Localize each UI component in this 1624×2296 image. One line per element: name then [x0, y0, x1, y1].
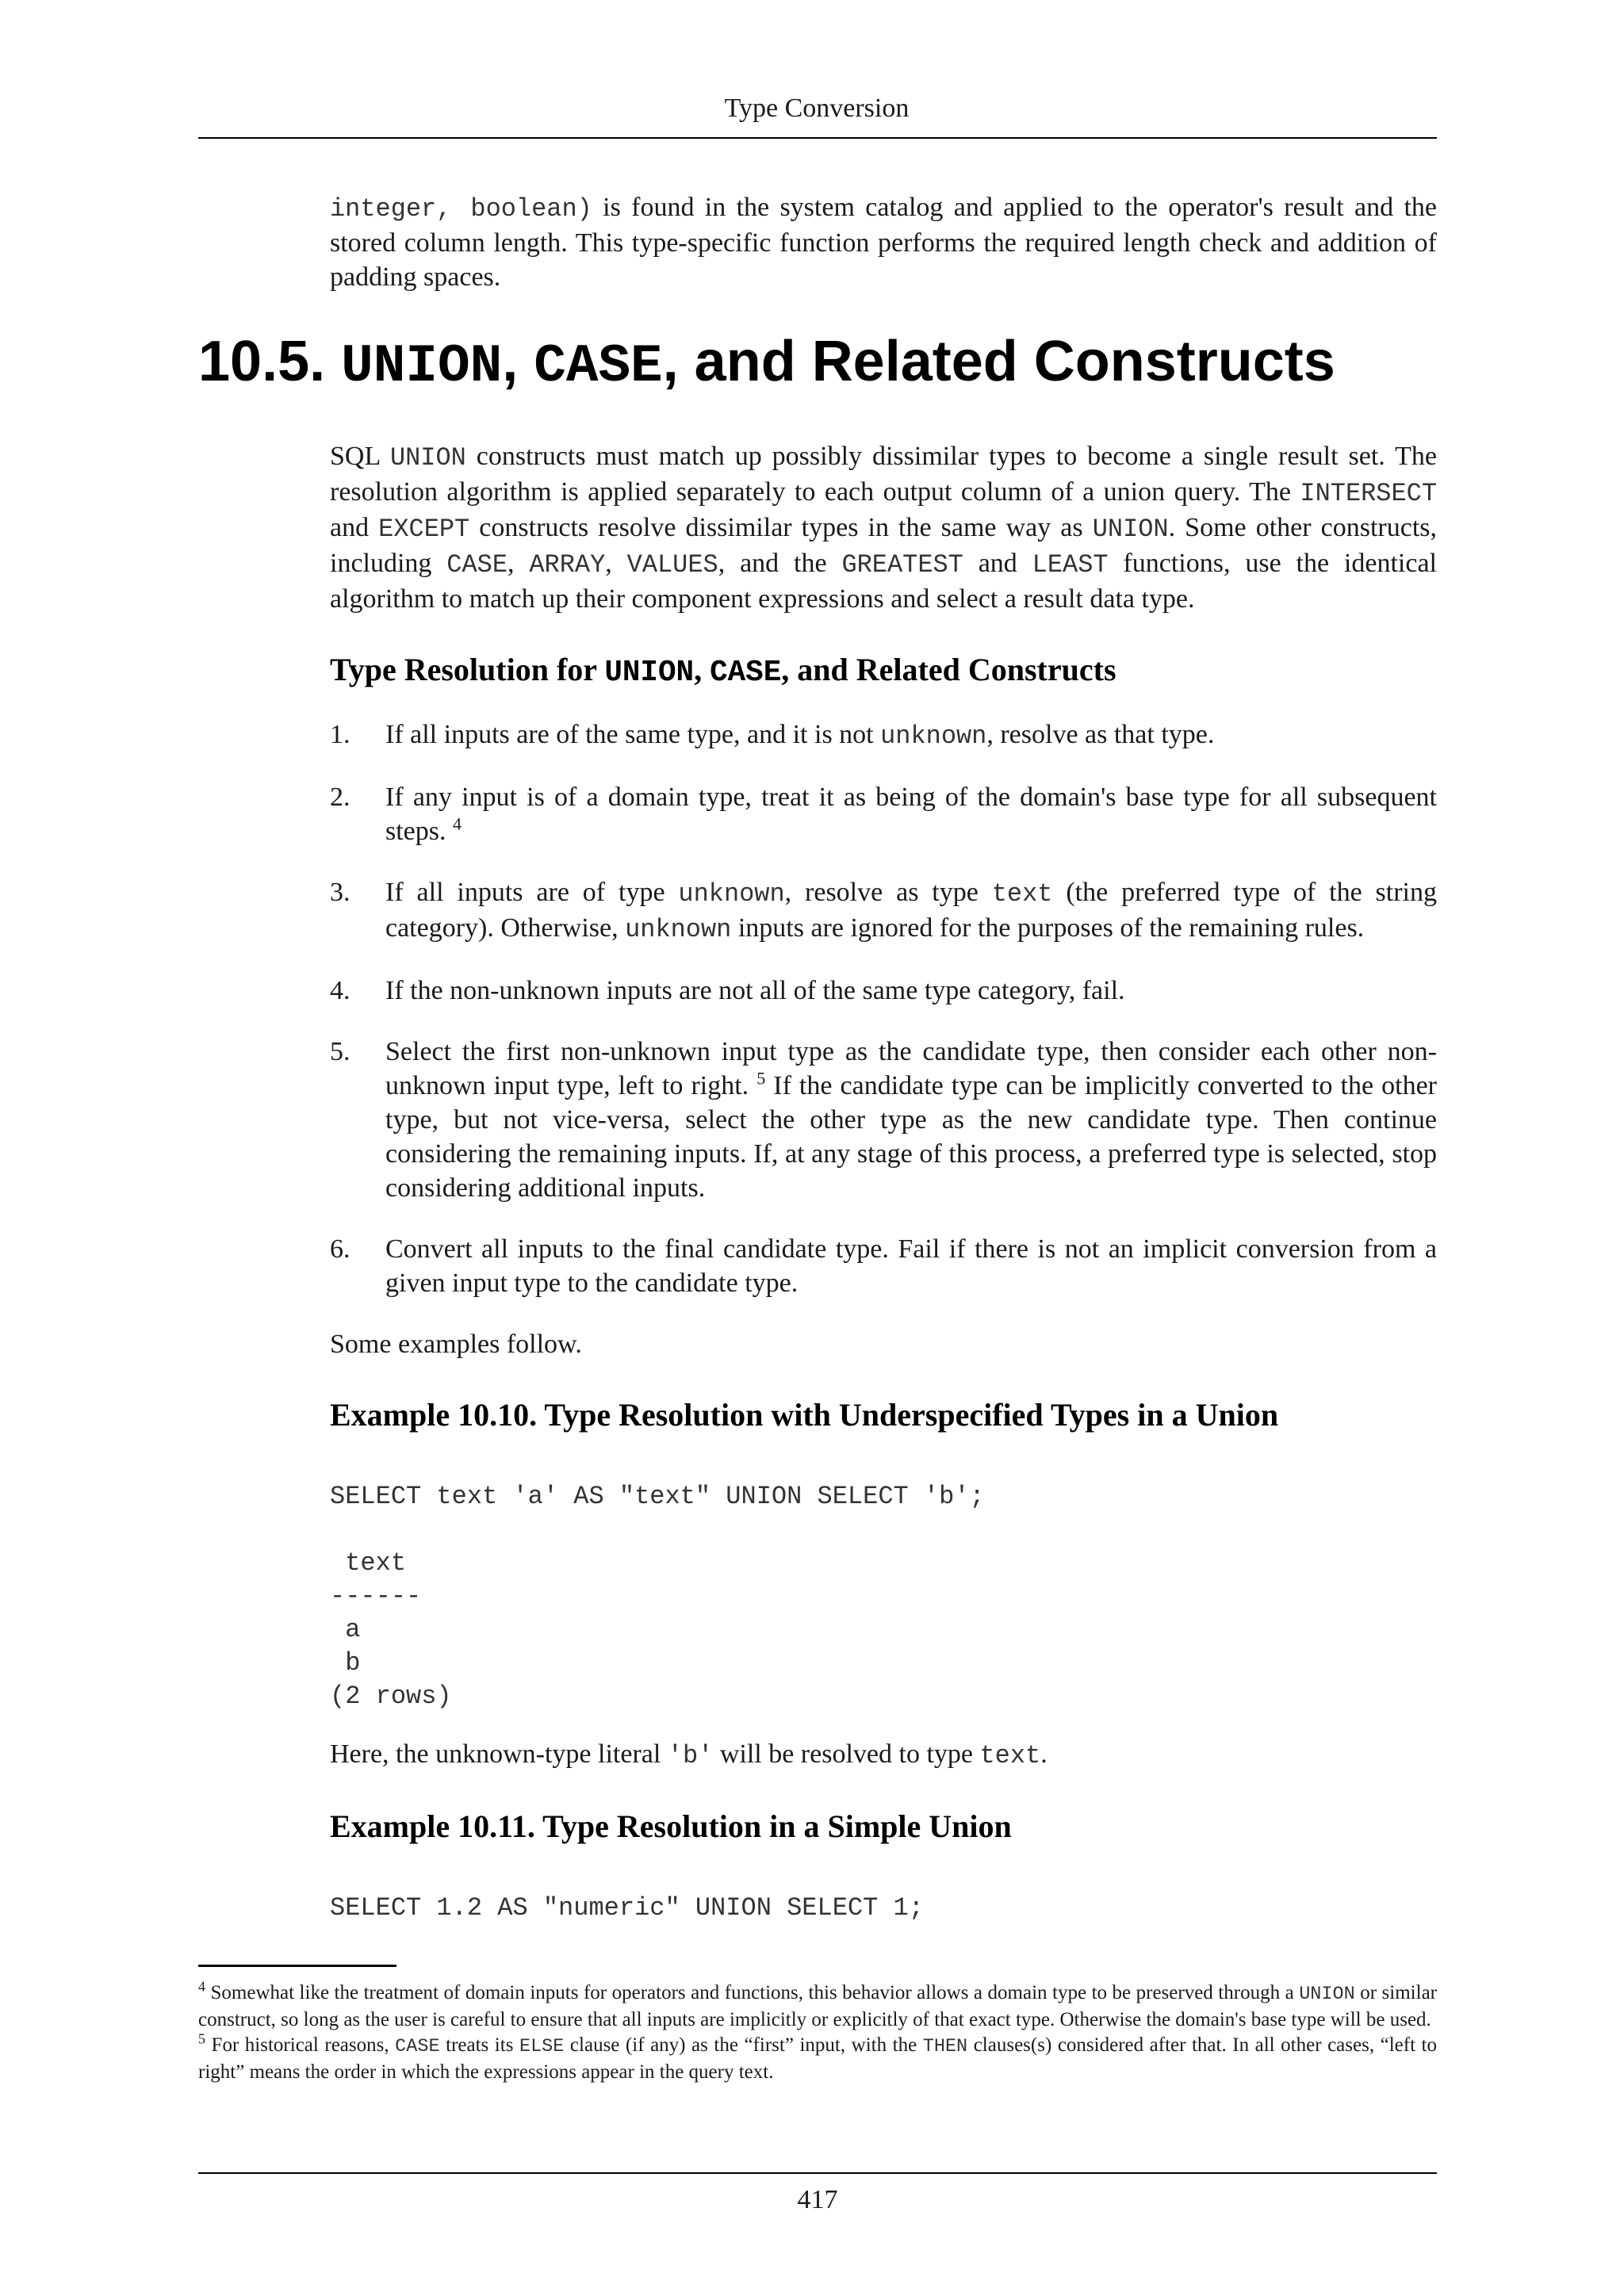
step-number: 4.	[330, 976, 350, 1005]
para-code: UNION	[389, 443, 466, 473]
step-item	[330, 875, 1437, 947]
examples-intro: Some examples follow.	[330, 1330, 582, 1359]
section-paragraph	[330, 439, 1437, 616]
section-sep: ,	[502, 330, 534, 393]
para-code: VALUES	[626, 550, 718, 580]
footnote-mark: 5	[198, 2030, 205, 2047]
step-text: , resolve as that type.	[986, 720, 1215, 749]
footnote-code: THEN	[922, 2036, 968, 2057]
para-text: constructs must match up possibly dissimilar types to become a single result set. The resolution algorithm is applied separately to each output column of a union query. The	[330, 442, 1437, 507]
explanation-code: 'b'	[667, 1741, 714, 1770]
example-title: Example 10.11. Type Resolution in a Simple Union	[330, 1808, 1012, 1844]
subsection-heading	[330, 649, 1437, 694]
page-content	[198, 190, 1437, 1949]
step-code: unknown	[880, 721, 987, 751]
resolution-steps	[330, 718, 1437, 1300]
step-item	[330, 1035, 1437, 1205]
step-item	[330, 718, 1437, 753]
step-number: 1.	[330, 720, 350, 749]
footnote-ref[interactable]: 5	[756, 1068, 766, 1089]
para-code: UNION	[1092, 515, 1169, 544]
para-text: . Some other constructs, including	[330, 513, 1437, 578]
subhead-code: UNION	[604, 656, 695, 690]
step-text: If the non-unknown inputs are not all of the same type category, fail.	[385, 976, 1125, 1005]
code-block: SELECT text 'a' AS "text" UNION SELECT 'b'; text ------ a b (2 rows)	[330, 1482, 985, 1711]
step-text: If any input is of a domain type, treat it as being of the domain's base type for all subsequent steps.	[385, 783, 1437, 846]
para-code: ARRAY	[529, 550, 606, 580]
step-code: unknown	[625, 915, 732, 944]
example-title: Example 10.10. Type Resolution with Underspecified Types in a Union	[330, 1397, 1279, 1433]
subhead-code: CASE	[710, 656, 782, 690]
para-code: INTERSECT	[1300, 479, 1437, 508]
footnote-ref[interactable]: 4	[453, 813, 462, 834]
step-number: 2.	[330, 783, 350, 812]
footnote-code: CASE	[395, 2036, 440, 2057]
subhead-text: , and Related Constructs	[781, 652, 1116, 687]
step-text: inputs are ignored for the purposes of the remaining rules.	[731, 913, 1365, 943]
para-code: GREATEST	[841, 550, 963, 580]
explanation-text: Here, the unknown-type literal	[330, 1739, 668, 1769]
footnote-4	[198, 1980, 1437, 2033]
para-text: constructs resolve dissimilar types in the same way as	[469, 513, 1093, 542]
intro-text: is found in the system catalog and applied to the operator's result and the stored column length. This type-specific function performs the required length check and addition of padding spaces.	[330, 193, 1437, 292]
footnote-code: ELSE	[519, 2036, 565, 2057]
footer-rule	[198, 2172, 1437, 2174]
step-number: 3.	[330, 878, 350, 907]
footnote-rule	[198, 1965, 396, 1967]
running-head: Type Conversion	[724, 94, 910, 123]
example-explanation	[330, 1737, 1437, 1773]
step-text: Convert all inputs to the final candidate type. Fail if there is not an implicit conversion from a given input type to the candidate type.	[385, 1234, 1437, 1298]
para-text: SQL	[330, 442, 390, 471]
footnote-text: clauses(s) considered after that. In all other cases, “left to right” means the order in which the expressions appear in the query text.	[198, 2034, 1438, 2083]
step-code: text	[991, 879, 1053, 909]
para-text: ,	[605, 549, 627, 578]
footnote-5	[198, 2030, 1438, 2085]
step-text: (the preferred type of the string category). Otherwise,	[385, 878, 1437, 943]
explanation-code: text	[979, 1741, 1041, 1770]
step-text: If the candidate type can be implicitly converted to the other type, but not vice-versa, select the other type as the new candidate type. Then continue considering the remaining inputs. If, at any stage of this process, a preferred type is selected, stop considering additional inputs.	[385, 1071, 1437, 1203]
step-text: If all inputs are of type	[385, 878, 679, 907]
section-code-case: CASE	[534, 337, 663, 397]
para-text: functions, use the identical algorithm to match up their component expressions and select a result data type.	[330, 549, 1437, 614]
section-code-union: UNION	[341, 337, 503, 397]
footnote-text: For historical reasons,	[205, 2034, 396, 2056]
step-item	[330, 1232, 1437, 1300]
footnote-mark: 4	[198, 1978, 205, 1995]
footnote-text: Somewhat like the treatment of domain inputs for operators and functions, this behavior allows a domain type to be preserved through a	[205, 1982, 1300, 2003]
step-number: 6.	[330, 1234, 350, 1264]
step-text: , resolve as type	[784, 878, 992, 907]
section-heading	[198, 327, 1437, 401]
footnote-text: clause (if any) as the “first” input, with the	[564, 2034, 923, 2056]
step-text: If all inputs are of the same type, and it is not	[385, 720, 881, 749]
footnote-code: UNION	[1299, 1984, 1355, 2005]
step-item	[330, 974, 1437, 1008]
section-rest: , and Related Constructs	[662, 330, 1335, 393]
para-code: CASE	[446, 550, 508, 580]
page-number: 417	[797, 2185, 838, 2214]
subhead-text: ,	[694, 652, 710, 687]
header-rule	[198, 137, 1437, 139]
explanation-text: .	[1040, 1739, 1048, 1769]
explanation-text: will be resolved to type	[713, 1739, 980, 1769]
code-block: SELECT 1.2 AS "numeric" UNION SELECT 1;	[330, 1893, 924, 1923]
step-number: 5.	[330, 1037, 350, 1066]
intro-code: integer, boolean)	[330, 194, 592, 224]
step-code: unknown	[678, 879, 785, 909]
section-number: 10.5.	[198, 330, 342, 393]
para-text: and	[963, 549, 1032, 578]
para-text: ,	[508, 549, 530, 578]
intro-paragraph	[330, 190, 1437, 294]
para-code: LEAST	[1032, 550, 1109, 580]
para-text: , and the	[718, 549, 842, 578]
para-code: EXCEPT	[378, 515, 470, 544]
step-text: Select the first non-unknown input type as the candidate type, then consider each other non-unknown input type, left to right.	[385, 1037, 1437, 1100]
para-text: and	[330, 513, 379, 542]
footnotes	[198, 1980, 1437, 2085]
footnote-text: or similar construct, so long as the user is careful to ensure that all inputs are implicitly or explicitly of that exact type. Otherwise the domain's base type will be used.	[198, 1982, 1437, 2030]
footnote-text: treats its	[439, 2034, 519, 2056]
subhead-text: Type Resolution for	[330, 652, 605, 687]
step-item	[330, 780, 1437, 848]
